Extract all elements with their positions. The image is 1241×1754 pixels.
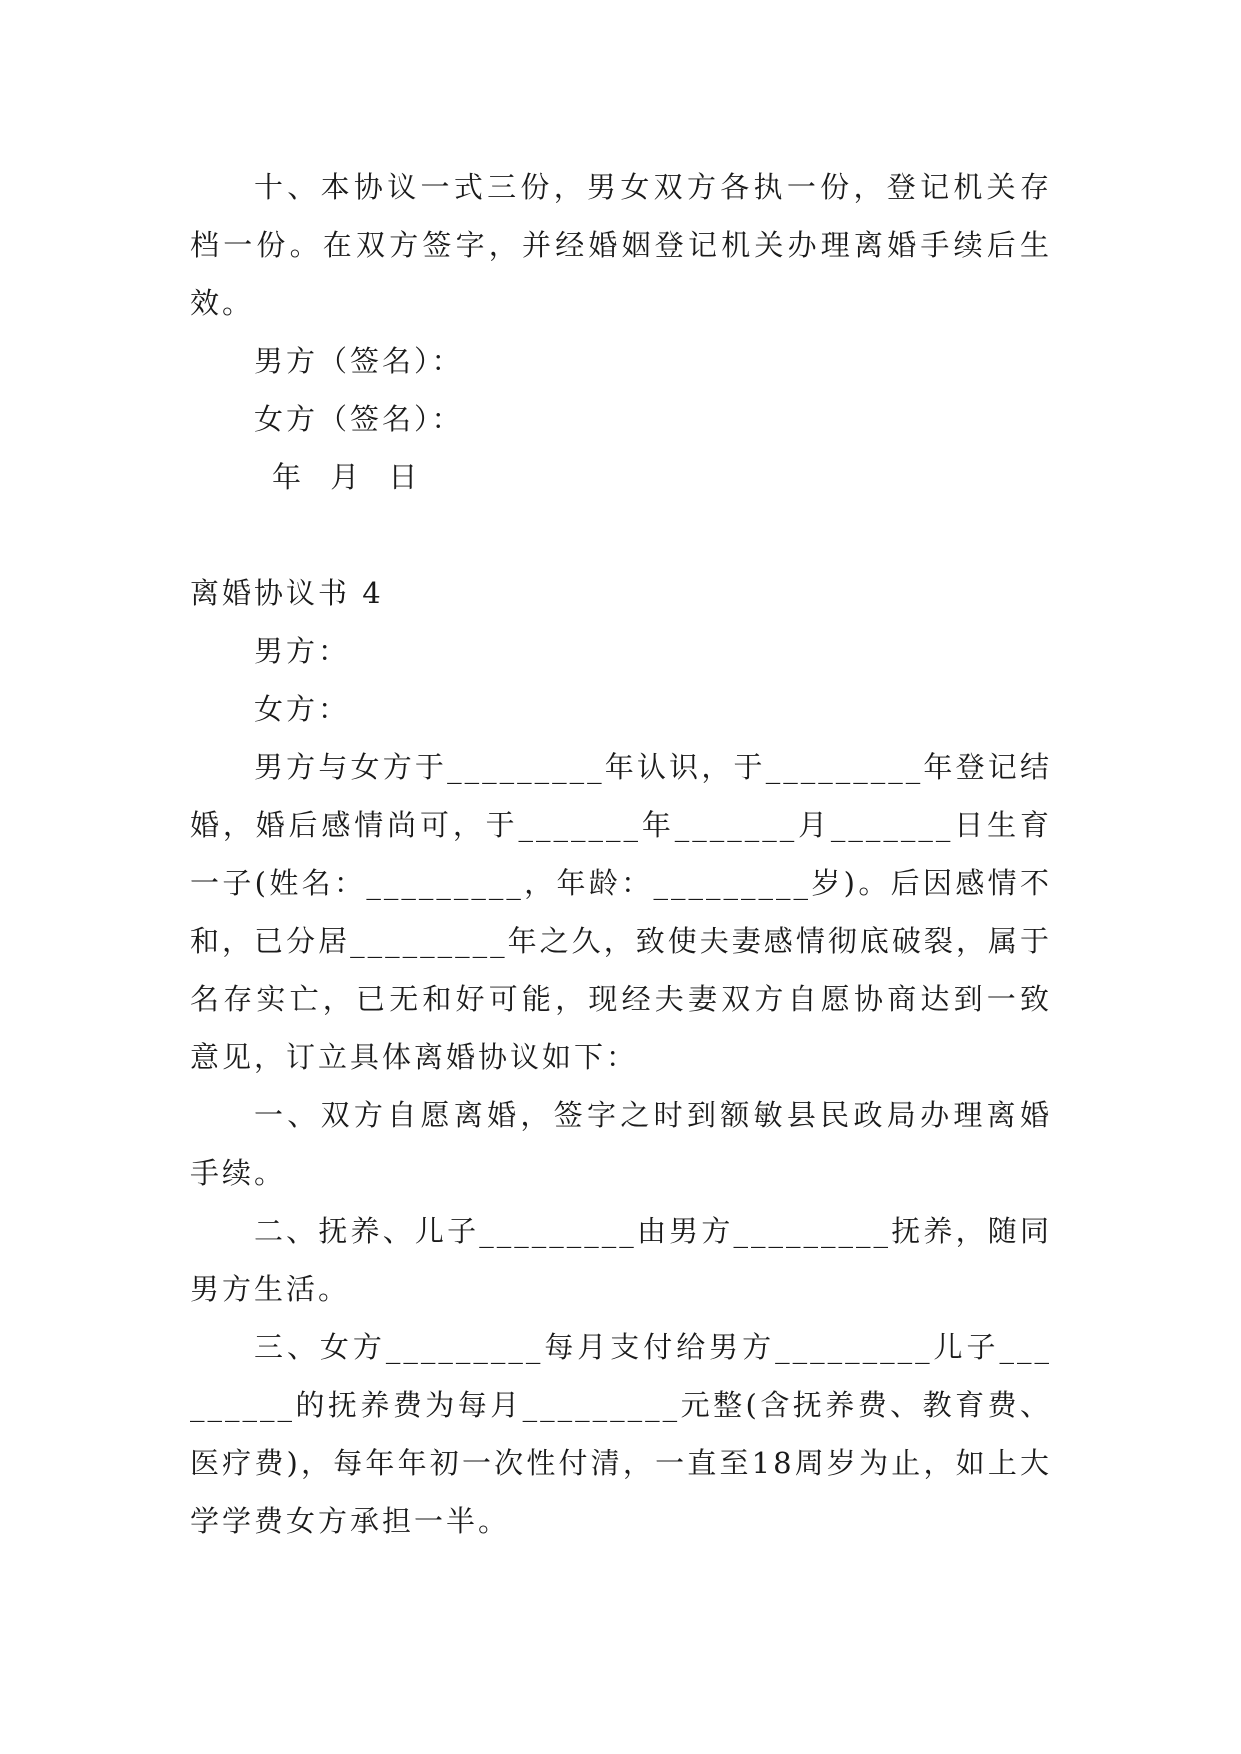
document-body — [190, 158, 1052, 1550]
clause-ten-paragraph: 十、本协议一式三份，男女双方各执一份，登记机关存档一份。在双方签字，并经婚姻登记机关办理离婚手续后生效。 — [190, 170, 1052, 320]
clause-one-paragraph: 一、双方自愿离婚，签字之时到额敏县民政局办理离婚手续。 — [190, 1098, 1052, 1190]
male-party-line: 男方： — [254, 634, 351, 668]
background-paragraph: 男方与女方于_________年认识，于_________年登记结婚，婚后感情尚可，于_______年_______月_______日生育一子(姓名：_________，年龄：_________岁)。后因感情不和，已分居_________年之久，致使夫妻感情彻底破裂，属于名存实亡，已无和好可能，现经夫妻双方自愿协商达到一致意见，订立具体离婚协议如下： — [190, 750, 1052, 1074]
clause-two-paragraph: 二、抚养、儿子_________由男方_________抚养，随同男方生活。 — [190, 1214, 1052, 1306]
male-signature-line: 男方（签名）： — [254, 344, 464, 378]
female-signature-line: 女方（签名）： — [254, 402, 464, 436]
date-line: 年 月 日 — [272, 460, 421, 494]
clause-three-paragraph: 三、女方_________每月支付给男方_________儿子_________的抚养费为每月_________元整(含抚养费、教育费、医疗费)，每年年初一次性付清，一直至18周岁为止，如上大学学费女方承担一半。 — [190, 1330, 1052, 1538]
female-party-line: 女方： — [254, 692, 351, 726]
document-title: 离婚协议书 4 — [190, 576, 384, 610]
